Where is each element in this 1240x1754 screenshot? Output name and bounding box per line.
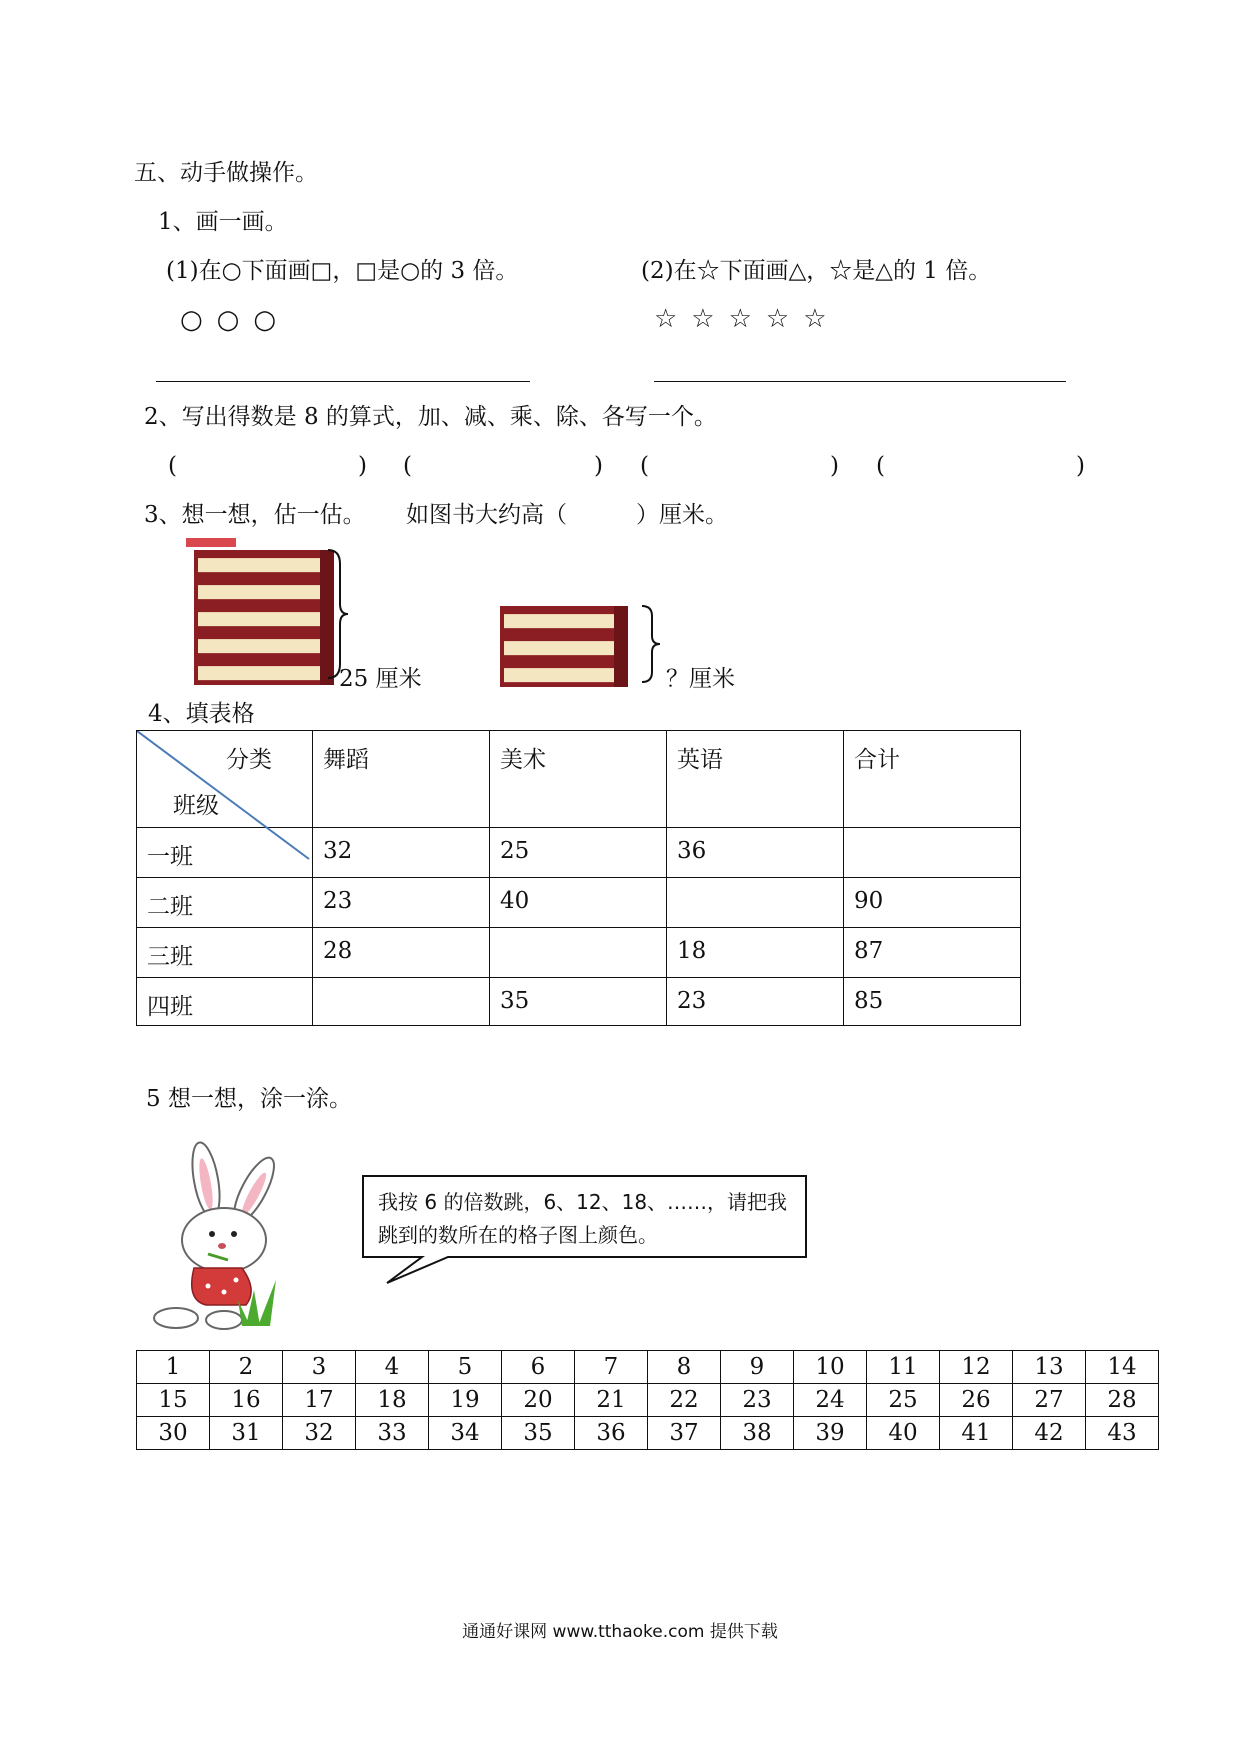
circle-row: ○○○ — [180, 305, 291, 335]
grid-cell[interactable]: 39 — [794, 1417, 867, 1450]
table-cell: 25 — [490, 828, 667, 878]
q2-blank-2-open: ( — [403, 453, 412, 479]
number-grid — [136, 1350, 1159, 1450]
table-row — [137, 878, 1021, 928]
book-pages — [198, 666, 320, 680]
grid-row — [137, 1351, 1159, 1384]
table-cell: 18 — [667, 928, 844, 978]
grid-cell[interactable]: 3 — [283, 1351, 356, 1384]
q2-title: 2、写出得数是 8 的算式，加、减、乘、除、各写一个。 — [144, 404, 717, 430]
book-stack-left — [186, 538, 346, 686]
grid-cell[interactable]: 19 — [429, 1384, 502, 1417]
grid-cell[interactable]: 36 — [575, 1417, 648, 1450]
q3-label-right: ？厘米 — [666, 666, 735, 692]
q5-title: 5 想一想，涂一涂。 — [146, 1086, 352, 1112]
grid-cell[interactable]: 7 — [575, 1351, 648, 1384]
q2-blank-4-close: ) — [1076, 453, 1085, 479]
header-cell: 舞蹈 — [313, 731, 490, 828]
grid-cell[interactable]: 35 — [502, 1417, 575, 1450]
table-cell: 40 — [490, 878, 667, 928]
grid-cell[interactable]: 24 — [794, 1384, 867, 1417]
grid-cell[interactable]: 30 — [137, 1417, 210, 1450]
book-pages — [198, 585, 320, 599]
book-pages — [198, 612, 320, 626]
row-name: 三班 — [137, 928, 313, 978]
table-cell — [844, 828, 1021, 878]
star-row: ☆☆☆☆☆ — [654, 304, 841, 334]
table-cell: 32 — [313, 828, 490, 878]
grid-cell[interactable]: 38 — [721, 1417, 794, 1450]
grid-cell[interactable]: 4 — [356, 1351, 429, 1384]
book-pages — [504, 614, 614, 628]
grid-cell[interactable]: 13 — [1013, 1351, 1086, 1384]
table-cell: 90 — [844, 878, 1021, 928]
grid-cell[interactable]: 16 — [210, 1384, 283, 1417]
q3-question: 如图书大约高（ ）厘米。 — [406, 502, 728, 528]
grid-cell[interactable]: 28 — [1086, 1384, 1159, 1417]
grid-cell[interactable]: 15 — [137, 1384, 210, 1417]
header-cell: 合计 — [844, 731, 1021, 828]
grid-cell[interactable]: 37 — [648, 1417, 721, 1450]
book-spine — [614, 633, 628, 660]
q1-title: 1、画一画。 — [158, 209, 288, 235]
grid-cell[interactable]: 26 — [940, 1384, 1013, 1417]
grid-cell[interactable]: 2 — [210, 1351, 283, 1384]
grid-cell[interactable]: 11 — [867, 1351, 940, 1384]
row-name: 一班 — [137, 828, 313, 878]
q1-part2: (2)在☆下面画△，☆是△的 1 倍。 — [641, 258, 992, 284]
brace-right-icon — [640, 604, 662, 684]
grid-cell[interactable]: 12 — [940, 1351, 1013, 1384]
grid-cell[interactable]: 5 — [429, 1351, 502, 1384]
grid-cell[interactable]: 41 — [940, 1417, 1013, 1450]
header-cell: 美术 — [490, 731, 667, 828]
book-pages — [198, 558, 320, 572]
grid-cell[interactable]: 9 — [721, 1351, 794, 1384]
grid-cell[interactable]: 33 — [356, 1417, 429, 1450]
grid-cell[interactable]: 10 — [794, 1351, 867, 1384]
corner-top-label: 分类 — [226, 747, 272, 773]
rabbit-icon — [146, 1140, 296, 1330]
q3-title: 3、想一想，估一估。 — [144, 502, 366, 528]
corner-bottom-label: 班级 — [173, 793, 219, 819]
grid-cell[interactable]: 21 — [575, 1384, 648, 1417]
section-title: 五、动手做操作。 — [134, 160, 318, 186]
grid-cell[interactable]: 34 — [429, 1417, 502, 1450]
grid-cell[interactable]: 6 — [502, 1351, 575, 1384]
answer-line-2 — [654, 381, 1066, 382]
diagonal-line — [137, 731, 313, 876]
grid-cell[interactable]: 40 — [867, 1417, 940, 1450]
table-cell: 85 — [844, 978, 1021, 1026]
grid-cell[interactable]: 42 — [1013, 1417, 1086, 1450]
q4-title: 4、填表格 — [148, 701, 255, 727]
book-stack-right — [496, 600, 636, 690]
table-cell — [667, 878, 844, 928]
grid-cell[interactable]: 27 — [1013, 1384, 1086, 1417]
q2-blank-3-close: ) — [830, 453, 839, 479]
book-pages — [504, 641, 614, 655]
grid-cell[interactable]: 43 — [1086, 1417, 1159, 1450]
book-pages — [198, 639, 320, 653]
grid-cell[interactable]: 1 — [137, 1351, 210, 1384]
grid-cell[interactable]: 32 — [283, 1417, 356, 1450]
grid-cell[interactable]: 31 — [210, 1417, 283, 1450]
table-cell — [490, 928, 667, 978]
grid-cell[interactable]: 17 — [283, 1384, 356, 1417]
row-name: 四班 — [137, 978, 313, 1026]
grid-cell[interactable]: 23 — [721, 1384, 794, 1417]
grid-cell[interactable]: 18 — [356, 1384, 429, 1417]
header-cell: 英语 — [667, 731, 844, 828]
q2-blank-1-close: ) — [358, 453, 367, 479]
grid-row — [137, 1384, 1159, 1417]
grid-cell[interactable]: 20 — [502, 1384, 575, 1417]
q1-part1: (1)在○下面画□，□是○的 3 倍。 — [166, 258, 519, 284]
table-cell: 23 — [667, 978, 844, 1026]
table-cell: 35 — [490, 978, 667, 1026]
table-cell: 23 — [313, 878, 490, 928]
table-row — [137, 978, 1021, 1026]
footer: 通通好课网 www.tthaoke.com 提供下载 — [462, 1622, 778, 1642]
q3-label-left: 25 厘米 — [339, 666, 422, 692]
grid-cell[interactable]: 22 — [648, 1384, 721, 1417]
grid-cell[interactable]: 25 — [867, 1384, 940, 1417]
q2-blank-2-close: ) — [594, 453, 603, 479]
grid-row — [137, 1417, 1159, 1450]
grid-cell[interactable]: 8 — [648, 1351, 721, 1384]
grid-cell[interactable]: 14 — [1086, 1351, 1159, 1384]
book-pages — [504, 668, 614, 682]
corner-cell — [137, 731, 313, 828]
table-cell: 36 — [667, 828, 844, 878]
table-cell: 28 — [313, 928, 490, 978]
q2-blank-1-open: ( — [168, 453, 177, 479]
book-spine — [614, 660, 628, 687]
table-cell: 87 — [844, 928, 1021, 978]
answer-line-1 — [156, 381, 530, 382]
row-name: 二班 — [137, 878, 313, 928]
bubble-text: 我按 6 的倍数跳，6、12、18、……，请把我跳到的数所在的格子图上颜色。 — [378, 1190, 788, 1247]
q2-blank-3-open: ( — [640, 453, 649, 479]
table-cell — [313, 978, 490, 1026]
table-row — [137, 928, 1021, 978]
class-table — [136, 730, 1021, 1026]
q2-blank-4-open: ( — [876, 453, 885, 479]
book-spine — [614, 606, 628, 633]
brace-left-icon — [326, 548, 350, 680]
